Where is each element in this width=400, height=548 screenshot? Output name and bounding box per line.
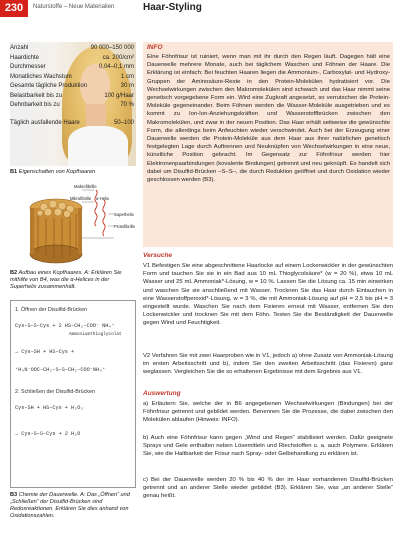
experiment-v1: V1 Befestigen Sie eine abgeschnittene Haarlocke auf einem Lockenwickler in der gewünschten Form und tauchen Sie sie in ein Bad aus 10 mL Thioglycolsäure* (w = 20 %), etwa 10 mL Wasser und 25 mL Ammoniak*-Lösung, w = 10 %. Lassen Sie die Lösung ca. 15 min einwirken und waschen Sie sie anschließend mit Wasser. Trocknen Sie das Haar durch Eintauchen in eine Wasserstoffperoxid*-Lösung, w = 3 %, die mit Ammoniak-Lösung auf pH = 2,5 bis pH = 3 eingestellt wurde. Waschen Sie nach dem Fixieren erneut mit Wasser, entfernen Sie den Lockenwickler und trocknen Sie mit dem Föhn. Testen Sie die Beständigkeit der Dauerwelle gegen Wind und Feuchtigkeit. <box>143 263 393 327</box>
label-protofibrille: Protofibrille <box>114 224 135 229</box>
property-value: ca. 200/cm² <box>102 54 134 61</box>
property-value: 30 m <box>120 83 134 89</box>
caption-number: B2 <box>10 270 18 276</box>
property-value: 90 000–150 000 <box>90 45 134 51</box>
property-row <box>10 73 136 83</box>
property-row <box>10 44 136 54</box>
property-row <box>10 54 136 64</box>
page-title: Haar-Styling <box>143 2 202 13</box>
equation: → Cys–SH + HS–Cys + <box>15 349 75 355</box>
property-value: 70 % <box>120 102 134 108</box>
equation: ⁺H₄N⁻OOC–CH₂–S–S–CH₂–COO⁻NH₄⁺ <box>15 367 106 373</box>
dauerwelle-chemistry-box <box>10 300 136 488</box>
info-box <box>143 42 393 247</box>
section-label: Naturstoffe – Neue Materialien <box>33 4 115 10</box>
property-label: Dehnbarkeit bis zu <box>10 102 60 108</box>
caption-number: B1 <box>10 169 18 175</box>
property-label: Gesamte tägliche Produktion <box>10 83 88 89</box>
experiments-title: Versuche <box>143 252 173 259</box>
property-label: Monatliches Wachstum <box>10 73 72 80</box>
caption-text: Eigenschaften von Kopfhaaren <box>18 169 96 175</box>
step-heading: 2. Schließen der Disulfid-Brücken <box>15 389 95 395</box>
evaluation-c: c) Bei der Dauerwelle werden 20 % bis 40 % der im Haar vorhandenen Disulfid-Brücken getrennt und an anderer Stelle wieder gebildet (B3). Erklären Sie, was „an anderer Stelle“ genau heißt. <box>143 477 393 500</box>
figure-caption-b1 <box>10 169 136 176</box>
property-row <box>10 101 136 111</box>
evaluation-title: Auswertung <box>143 390 181 397</box>
label-superhelix: Superhelix <box>114 212 134 217</box>
caption-number: B3 <box>10 492 18 498</box>
evaluation-b: b) Auch eine Föhnfrisur kann gegen „Wind und Regen“ stabilisiert werden. Dafür geeignete Sprays und Gele enthalten neben Lösemitteln und Riechstoffen u. a. auch Polymere. Erklären Sie, wie die Haltbarkeit der Frisur nach Spray- oder Gelbehandlung zu erklären ist. <box>143 435 393 458</box>
property-label: Täglich ausfallende Haare <box>10 119 80 126</box>
figure-caption-b2 <box>10 270 136 291</box>
property-value: 1 cm <box>120 73 134 80</box>
caption-text: Aufbau eines Kopfhaares. A: Erklären Sie mithilfe von B4, was die α-Helices in der Superhelix zusammenhält. <box>10 270 122 290</box>
property-label: Belastbarkeit bis zu <box>10 92 63 99</box>
hair-structure-diagram <box>10 180 136 268</box>
property-value: 50–100 <box>113 119 134 126</box>
property-label: Anzahl <box>10 45 29 51</box>
figure-caption-b3 <box>10 492 136 520</box>
info-text: Eine Föhnfrisur ist ruiniert, wenn man mit ihr durch den Regen läuft. Dagegen hält eine Dauerwelle mehrere Monate, auch bei täglichem Waschen und Föhnen der Haare. Die Erklärung ist einfach: Bei feuchten Haaren liegen die Ammonium-, Carboxylat- und Hydroxy-Gruppen der Aminosäure-Reste in den Protein-Molekülen hydratisiert vor. Die Wechselwirkungen zwischen den Makromolekülen sind schwach und das Haar nimmt seine genetisch vorgegebene Form ein. Wird eine Zugkraft angesetzt, so verrutschen die Protein-Moleküle gegeneinander. Beim Föhnen werden die Wasser-Moleküle ausgetrieben und es kommt zu Ion-Ion-Anziehungskräften und Wasserstoffbrücken zwischen den Makromolekülen, und zwar in der neuen Position. Das Haar erhält seitweise die gewünschte Form, die allerdings beim Anfeuchten wieder verschwindet. Auch bei der Erzeugung einer Dauerwelle werden die Protein-Moleküle aus dem Haar aus ihrer natürlichen genetisch festgelegten Lage durch Auftrennen und Neuknüpfen von Wechselwirkungen in eine neue, künstliche Position gebracht. Im Gegensatz zur Föhnfrisur werden hier Elektronenpaarbindungen (kovalente Bindungen) getrennt und neu geknüpft. Es handelt sich dabei um Disulfid-Brücken –S–S–, die durch Reduktion geöffnet und durch Oxidation wieder geschlossen werden (B3). <box>147 54 390 184</box>
property-row <box>10 92 136 102</box>
property-value: 100 g/Haar <box>104 92 134 99</box>
page-number: 230 <box>0 0 28 17</box>
label-alpha-helix: α-Helix <box>96 196 110 201</box>
label-makrofibrille: Makrofibrille <box>74 184 97 189</box>
property-row <box>10 82 136 92</box>
evaluation-a: a) Erläutern Sie, welche der in B6 angegebenen Wechselwirkungen (Bindungen) bei der Föhnfrisur getrennt und gebildet werden. Benennen Sie die Prozesse, die dabei zwischen den Molekülen ablaufen (Hinweis: INFO). <box>143 401 393 424</box>
info-title: INFO <box>147 44 163 51</box>
property-label: Durchmesser <box>10 64 46 70</box>
step-heading: 1. Öffnen der Disulfid-Brücken <box>15 307 88 313</box>
equation-note: Ammoniumthioglycolat <box>69 332 122 337</box>
property-row <box>10 63 136 73</box>
label-mikrofibrille: Mikrofibrille <box>70 196 92 201</box>
equation: → Cys–S–S–Cys + 2 H₂O <box>15 431 81 437</box>
property-label: Haardichte <box>10 54 40 61</box>
property-value: 0,04–0,1 mm <box>98 64 134 70</box>
equation: Cys–SH + HS–Cys + H₂O₂ <box>15 405 84 411</box>
property-row <box>10 119 136 129</box>
hair-properties-table <box>10 44 136 128</box>
experiment-v2: V2 Verfahren Sie mit zwei Haarproben wie in V1, jedoch a) ohne Zusatz von Ammoniak-Lösung im ersten Arbeitsschritt und b), indem Sie den zweiten Arbeitsschritt (das Fixieren) ganz weglassen. Vergleichen Sie die so erhaltenen Ergebnisse mit dem Ergebnis aus V1. <box>143 353 393 376</box>
caption-text: Chemie der Dauerwelle. A: Das „Öffnen“ und „Schließen“ der Disulfid-Brücken sind Redoxreaktionen. Erklären Sie dies anhand von Oxidationszahlen. <box>10 492 130 519</box>
equation: Cys–S–S–Cys + 2 HS–CH₂–COO⁻ NH₄⁺ <box>15 323 115 329</box>
